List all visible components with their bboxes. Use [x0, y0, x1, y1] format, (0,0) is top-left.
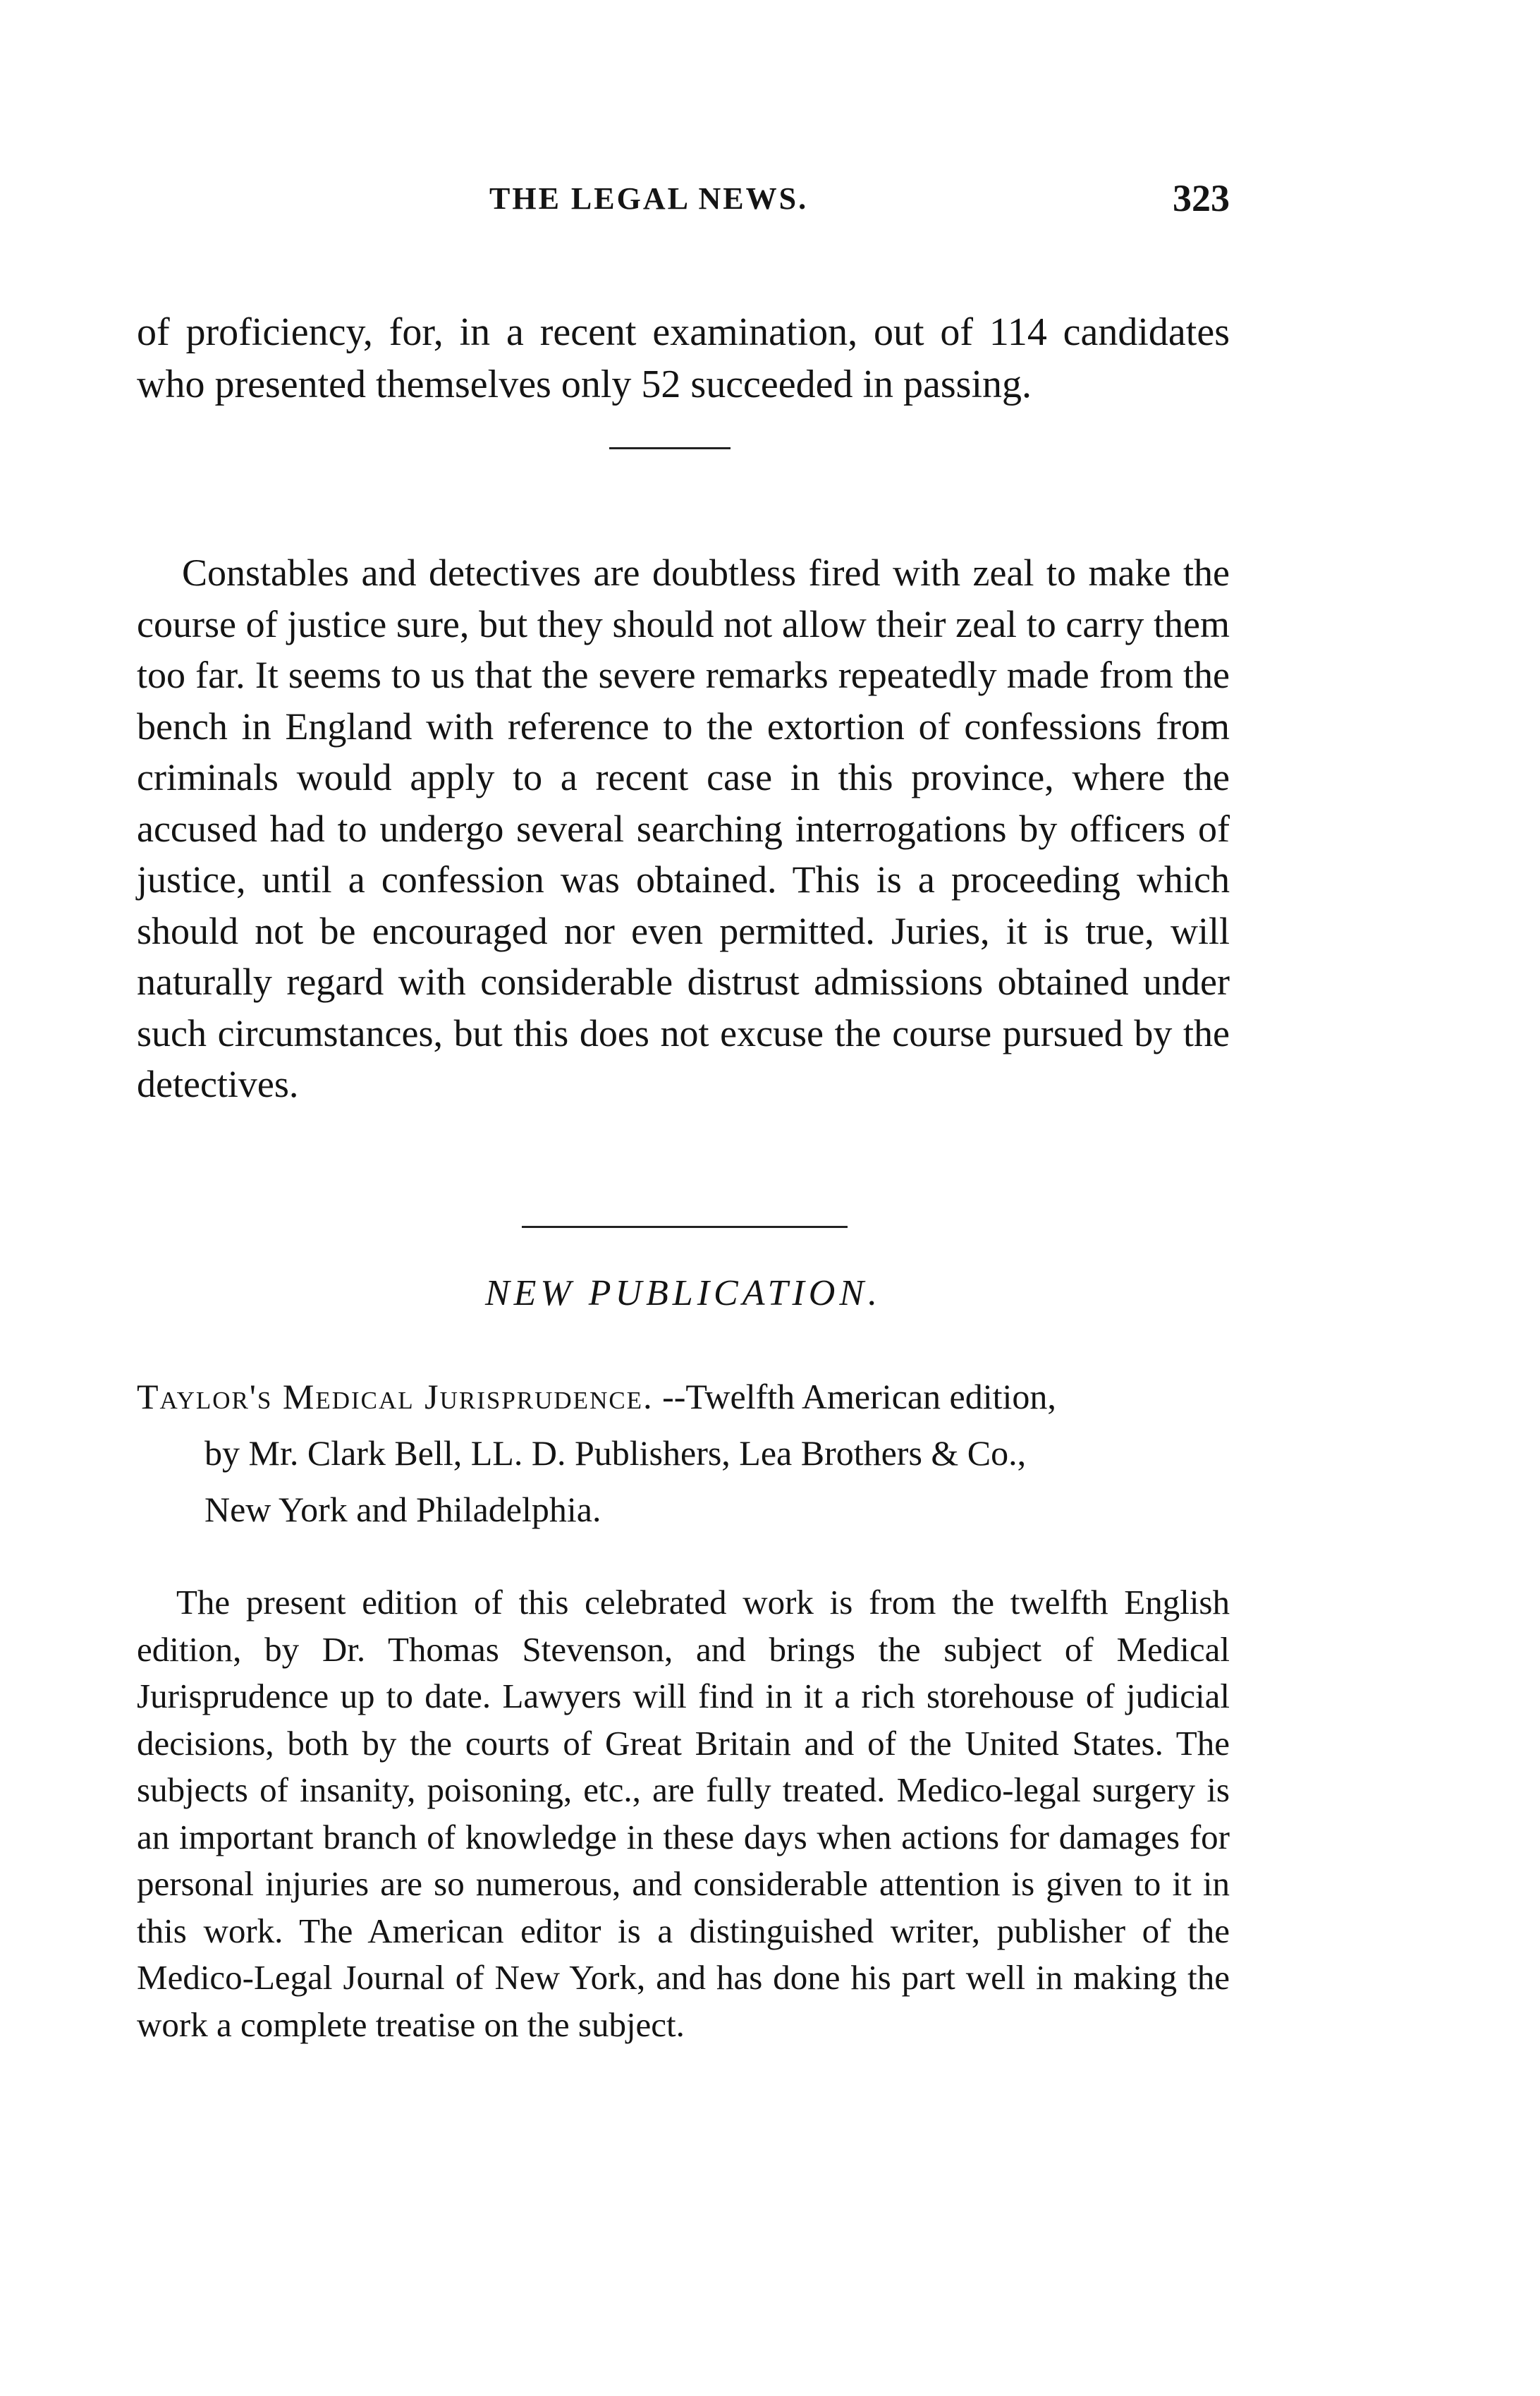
book-editor-publisher: by Mr. Clark Bell, LL. D. Publishers, Lea Brothers & Co.,: [204, 1433, 1027, 1473]
book-title: Taylor's Medical Jurisprudence.: [137, 1377, 654, 1416]
paragraph-review: The present edition of this celebrated work is from the twelfth English edition, by Dr. Thomas Stevenson, and brings the subject of Medical Jurisprudence up to date. Lawyers will find in it a rich storehouse of judicial decisions, both by the courts of Great Britain and of the United States. The subjects of insanity, poisoning, etc., are fully treated. Medico-legal surgery is an important branch of knowledge in these days when actions for damages for personal injuries are so numerous, and considerable attention is given to it in this work. The American editor is a distinguished writer, publisher of the Medico-Legal Journal of New York, and has done his part well in making the work a complete treatise on the subject.: [137, 1583, 1230, 2044]
page-number: 323: [1173, 177, 1230, 219]
section-heading-new-publication: NEW PUBLICATION.: [484, 1273, 882, 1313]
book-place: New York and Philadelphia.: [204, 1490, 601, 1529]
section-divider-long: [522, 1226, 848, 1228]
book-entry: [137, 1368, 1230, 1538]
running-title: THE LEGAL NEWS.: [489, 181, 809, 216]
paragraph-constables: Constables and detectives are doubtless fired with zeal to make the course of justice sure, but they should not allow their zeal to carry them too far. It seems to us that the severe remarks repeatedly made from the bench in England with reference to the extortion of confessions from criminals would apply to a recent case in this province, where the accused had to undergo several searching interrogations by officers of justice, until a confession was obtained. This is a proceeding which should not be encouraged nor even permitted. Juries, it is true, will naturally regard with considerable distrust admissions obtained under such circumstances, but this does not excuse the course pursued by the detectives.: [137, 552, 1230, 1105]
paragraph-proficiency: of proficiency, for, in a recent examination, out of 114 candidates who presented themselves only 52 succeeded in passing.: [137, 310, 1230, 406]
running-head: [137, 175, 1230, 224]
book-edition: --Twelfth American edition,: [662, 1377, 1056, 1416]
section-divider-short: [609, 447, 731, 449]
